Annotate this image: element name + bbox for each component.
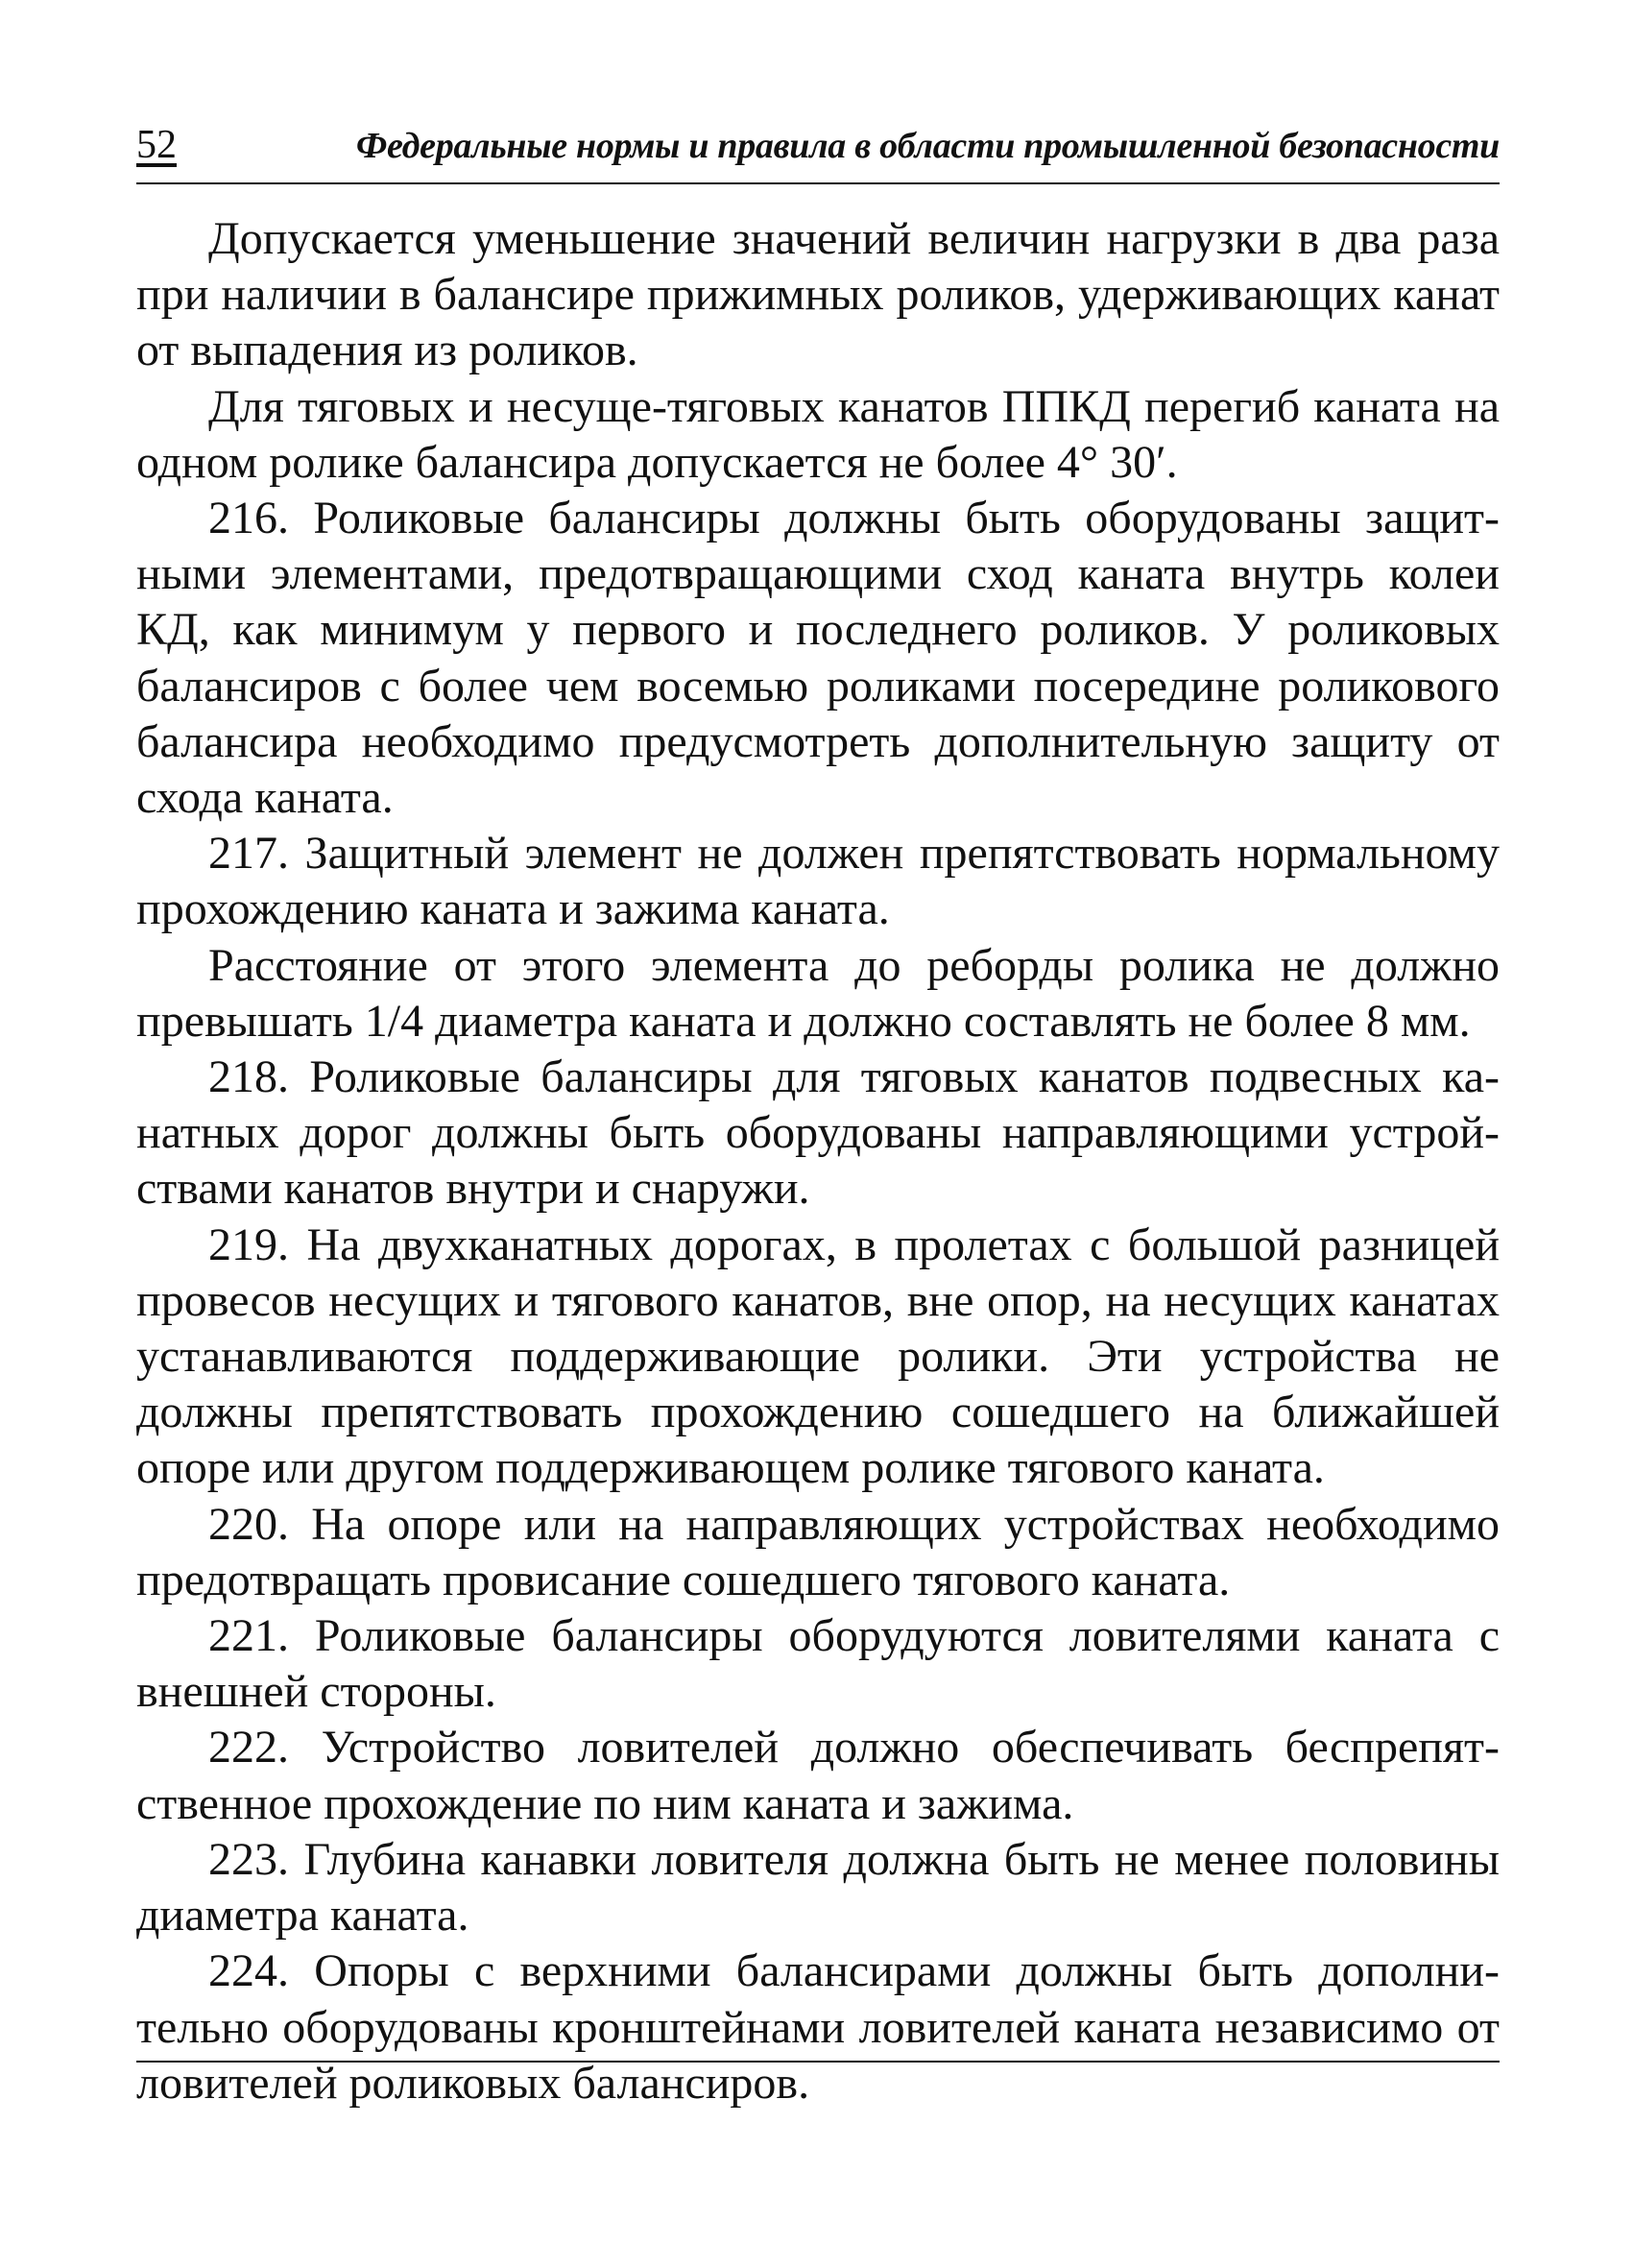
paragraph-218: 218. Роликовые балансиры для тяговых канатов подвесных канатных дорог должны быть оборудованы направляющими устройствами канатов внутри и снаружи. <box>136 1051 1500 1215</box>
page <box>136 125 1500 2111</box>
body-text <box>136 211 1500 2111</box>
page-number: 52 <box>136 123 177 167</box>
paragraph-220: 220. На опоре или на направляющих устройствах необходимо предотвращать провисание сошедшего тягового каната. <box>136 1498 1500 1605</box>
paragraph-216: 216. Роликовые балансиры должны быть оборудованы защитными элементами, предотвращающими сход каната внутрь колеи КД, как минимум у первого и последнего роликов. У роликовых балансиров с более чем восемью роликами посередине роликового балансира необходимо предусмотреть дополнительную защиту от схода каната. <box>136 493 1500 824</box>
paragraph-flange-distance: Расстояние от этого элемента до реборды ролика не должно превышать 1/4 диаметра каната и должно составлять не более 8 мм. <box>136 939 1500 1047</box>
paragraph-219: 219. На двухканатных дорогах, в пролетах с большой разницей провесов несущих и тягового канатов, вне опор, на несущих канатах устанавливаются поддерживающие ролики. Эти устройства не должны препятствовать прохождению сошедшего на ближайшей опоре или другом поддерживающем ролике тягового каната. <box>136 1218 1500 1494</box>
paragraph-217: 217. Защитный элемент не должен препятствовать нормальному прохождению каната и зажима каната. <box>136 828 1500 935</box>
paragraph-bend-angle: Для тяговых и несуще-тяговых канатов ППКД перегиб каната на одном ролике балансира допускается не более 4° 30′. <box>136 380 1500 488</box>
paragraph-221: 221. Роликовые балансиры оборудуются ловителями каната с внешней стороны. <box>136 1610 1500 1718</box>
paragraph-222: 222. Устройство ловителей должно обеспечивать беспрепятственное прохождение по ним каната и зажима. <box>136 1722 1500 1829</box>
running-header <box>136 125 1500 184</box>
paragraph-224: 224. Опоры с верхними балансирами должны быть дополнительно оборудованы кронштейнами ловителей каната независимо от ловителей роликовых балансиров. <box>136 1945 1500 2109</box>
running-title: Федеральные нормы и правила в области промышленной безопасности <box>355 126 1500 166</box>
paragraph-load-reduction: Допускается уменьшение значений величин нагрузки в два раза при наличии в балансире прижимных роликов, удерживающих канат от выпадения из роликов. <box>136 213 1500 376</box>
paragraph-223: 223. Глубина канавки ловителя должна быть не менее половины диаметра каната. <box>136 1833 1500 1942</box>
bottom-rule <box>136 2061 1500 2063</box>
